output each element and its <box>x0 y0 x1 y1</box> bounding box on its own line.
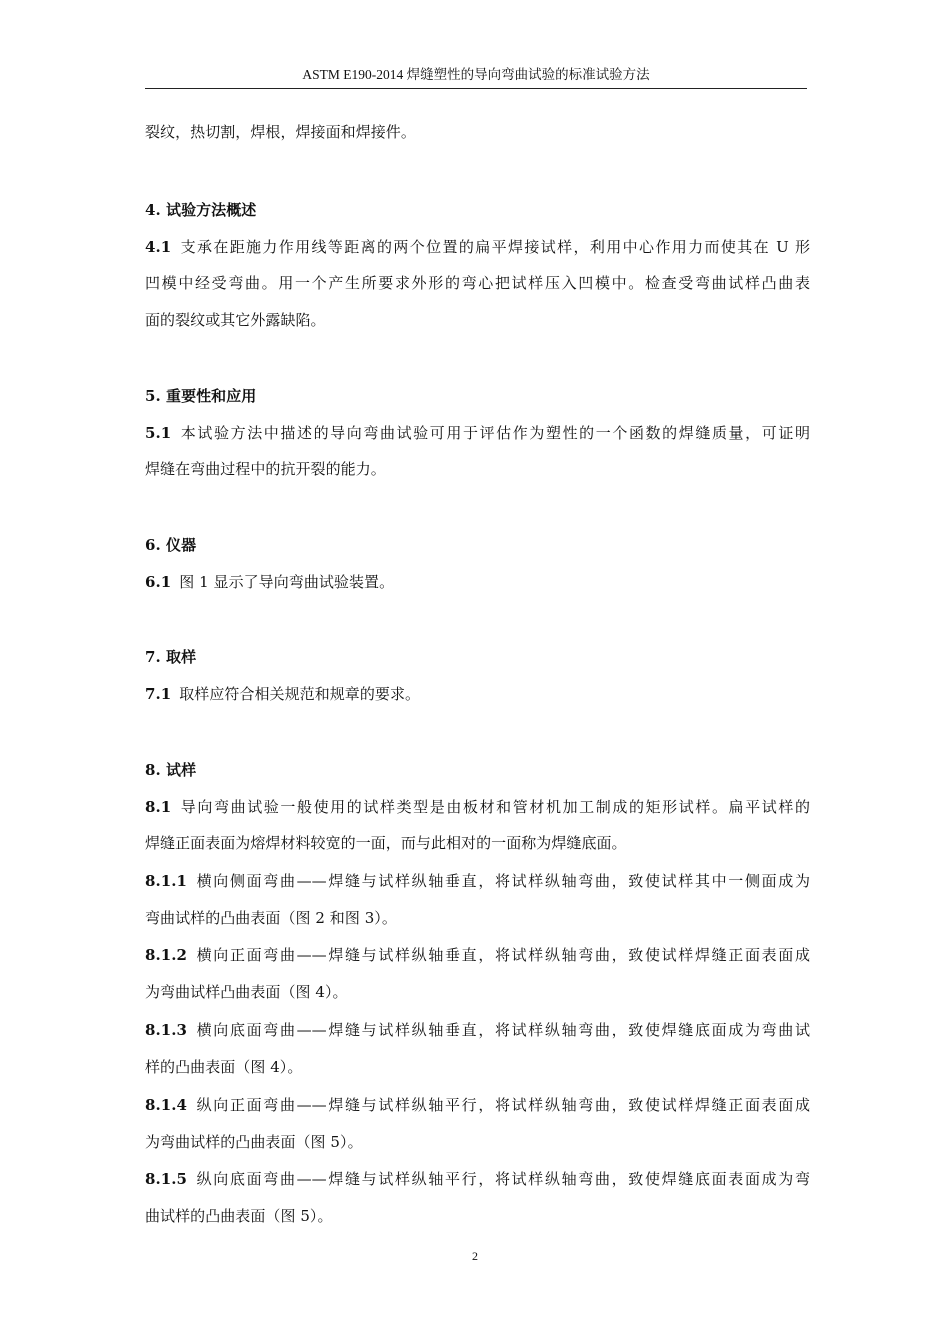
para-6-1-number: 6.1 <box>145 573 172 591</box>
para-6-1-text-1: 图 1 显示了导向弯曲试验装置。 <box>179 573 395 591</box>
para-8-1-4-line-1 <box>145 1095 810 1115</box>
para-8-1-4-text-1: 纵向正面弯曲——焊缝与试样纵轴平行，将试样纵轴弯曲，致使试样焊缝正面表面成 <box>195 1096 810 1114</box>
page-number: 2 <box>472 1249 478 1263</box>
para-8-1-1-text-1: 横向侧面弯曲——焊缝与试样纵轴垂直，将试样纵轴弯曲，致使试样其中一侧面成为 <box>195 872 810 890</box>
para-8-1-5-line-2: 曲试样的凸曲表面（图 5）。 <box>145 1207 333 1225</box>
para-8-1-2-line-1 <box>145 945 810 965</box>
para-4-1-text-1: 支承在距施力作用线等距离的两个位置的扁平焊接试样，利用中心作用力而使其在 U 形 <box>179 238 810 256</box>
para-7-1-text-1: 取样应符合相关规范和规章的要求。 <box>179 685 421 703</box>
running-header: ASTM E190-2014 焊缝塑性的导向弯曲试验的标准试验方法 <box>302 67 650 82</box>
para-8-1-4-line-2: 为弯曲试样的凸曲表面（图 5）。 <box>145 1133 363 1151</box>
para-7-1-number: 7.1 <box>145 685 172 703</box>
para-8-1-2-text-1: 横向正面弯曲——焊缝与试样纵轴垂直，将试样纵轴弯曲，致使试样焊缝正面表面成 <box>195 946 810 964</box>
para-4-1-number: 4.1 <box>145 238 172 256</box>
para-8-1-1-line-2: 弯曲试样的凸曲表面（图 2 和图 3）。 <box>145 909 397 927</box>
para-8-1-text-1: 导向弯曲试验一般使用的试样类型是由板材和管材机加工制成的矩形试样。扁平试样的 <box>179 798 810 816</box>
para-6-1-line-1 <box>145 572 810 592</box>
section-4-heading: 4. 试验方法概述 <box>145 201 257 219</box>
section-7-heading: 7. 取样 <box>145 648 197 666</box>
section-8-heading: 8. 试样 <box>145 761 197 779</box>
para-8-1-line-1 <box>145 797 810 817</box>
header-rule <box>145 88 807 89</box>
para-8-1-2-number: 8.1.2 <box>145 946 188 964</box>
para-5-1-line-1 <box>145 423 810 443</box>
para-8-1-5-number: 8.1.5 <box>145 1170 188 1188</box>
para-4-1-line-3: 面的裂纹或其它外露缺陷。 <box>145 311 326 329</box>
para-8-1-5-text-1: 纵向底面弯曲——焊缝与试样纵轴平行，将试样纵轴弯曲，致使焊缝底面表面成为弯 <box>195 1170 810 1188</box>
para-5-1-number: 5.1 <box>145 424 172 442</box>
para-7-1-line-1 <box>145 684 810 704</box>
para-8-1-3-line-1 <box>145 1020 810 1040</box>
para-8-1-line-2: 焊缝正面表面为熔焊材料较宽的一面，而与此相对的一面称为焊缝底面。 <box>145 834 627 852</box>
section-5-heading: 5. 重要性和应用 <box>145 387 257 405</box>
para-8-1-1-number: 8.1.1 <box>145 872 188 890</box>
para-8-1-2-line-2: 为弯曲试样凸曲表面（图 4）。 <box>145 983 348 1001</box>
section-6-heading: 6. 仪器 <box>145 536 197 554</box>
para-4-1-line-2: 凹模中经受弯曲。用一个产生所要求外形的弯心把试样压入凹模中。检查受弯曲试样凸曲表 <box>145 274 810 292</box>
para-8-1-1-line-1 <box>145 871 810 891</box>
para-5-1-text-1: 本试验方法中描述的导向弯曲试验可用于评估作为塑性的一个函数的焊缝质量，可证明 <box>179 424 810 442</box>
para-8-1-3-number: 8.1.3 <box>145 1021 188 1039</box>
intro-line: 裂纹，热切割，焊根，焊接面和焊接件。 <box>145 123 416 141</box>
para-5-1-line-2: 焊缝在弯曲过程中的抗开裂的能力。 <box>145 460 386 478</box>
para-8-1-5-line-1 <box>145 1169 810 1189</box>
para-4-1-line-1 <box>145 237 810 257</box>
para-8-1-4-number: 8.1.4 <box>145 1096 188 1114</box>
para-8-1-3-line-2: 样的凸曲表面（图 4）。 <box>145 1058 303 1076</box>
para-8-1-3-text-1: 横向底面弯曲——焊缝与试样纵轴垂直，将试样纵轴弯曲，致使焊缝底面成为弯曲试 <box>195 1021 810 1039</box>
para-8-1-number: 8.1 <box>145 798 172 816</box>
